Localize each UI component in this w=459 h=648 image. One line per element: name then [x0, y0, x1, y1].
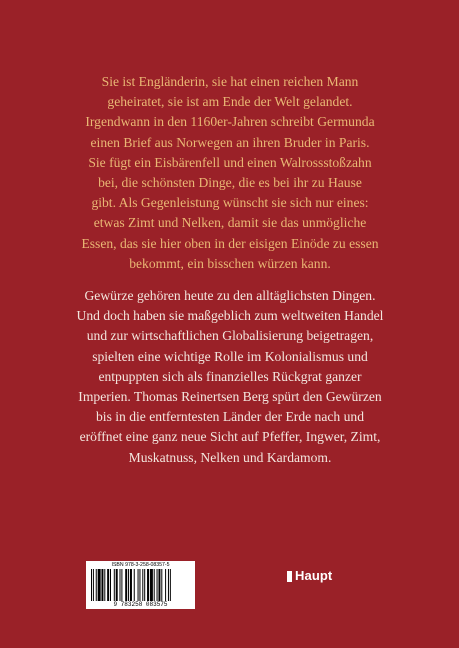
blurb-line: geheiratet, sie ist am Ende der Welt gelandet. — [107, 94, 353, 110]
publisher-logo — [287, 567, 332, 585]
isbn-label: ISBN 978-3-258-08357-5 — [111, 562, 170, 568]
description-line: Muskatnuss, Nelken und Kardamom. — [128, 449, 332, 465]
blurb-paragraph — [60, 72, 400, 274]
blurb-line: Essen, das sie hier oben in der eisigen Einöde zu essen — [81, 235, 379, 251]
blurb-line: bei, die schönsten Dinge, die es bei ihr zu Hause — [98, 175, 362, 191]
blurb-line: einen Brief aus Norwegen an ihren Bruder in Paris. — [90, 134, 370, 150]
blurb-line: bekommt, ein bisschen würzen kann. — [129, 255, 331, 271]
isbn-barcode — [86, 561, 195, 609]
blurb-line: etwas Zimt und Nelken, damit sie das unmögliche — [93, 215, 367, 231]
description-line: und zur wirtschaftlichen Globalisierung beigetragen, — [86, 328, 374, 344]
description-line: spielten eine wichtige Rolle im Kolonialismus und — [92, 348, 368, 364]
blurb-line: gibt. Als Gegenleistung wünscht sie sich nur eines: — [91, 195, 369, 211]
description-paragraph — [60, 286, 400, 468]
description-line: Gewürze gehören heute zu den alltäglichsten Dingen. — [84, 288, 376, 303]
barcode-bars — [91, 569, 190, 601]
publisher-name: Haupt — [295, 568, 333, 583]
blurb-line: Sie ist Engländerin, sie hat einen reichen Mann — [101, 74, 359, 89]
barcode-digits: 9 783258 083575 — [113, 601, 168, 608]
description-line: Und doch haben sie maßgeblich zum weltweiten Handel — [76, 308, 384, 324]
publisher-mark-icon — [287, 571, 292, 582]
blurb-line: Sie fügt ein Eisbärenfell und einen Walrossstoßzahn — [88, 154, 372, 170]
description-line: eröffnet eine ganz neue Sicht auf Pfeffer, Ingwer, Zimt, — [79, 429, 381, 445]
description-line: Imperien. Thomas Reinertsen Berg spürt den Gewürzen — [78, 389, 382, 405]
description-line: bis in die entferntesten Länder der Erde nach und — [96, 409, 364, 425]
blurb-line: Irgendwann in den 1160er-Jahren schreibt Germunda — [85, 114, 375, 130]
description-line: entpuppten sich als finanzielles Rückgrat ganzer — [98, 368, 362, 384]
